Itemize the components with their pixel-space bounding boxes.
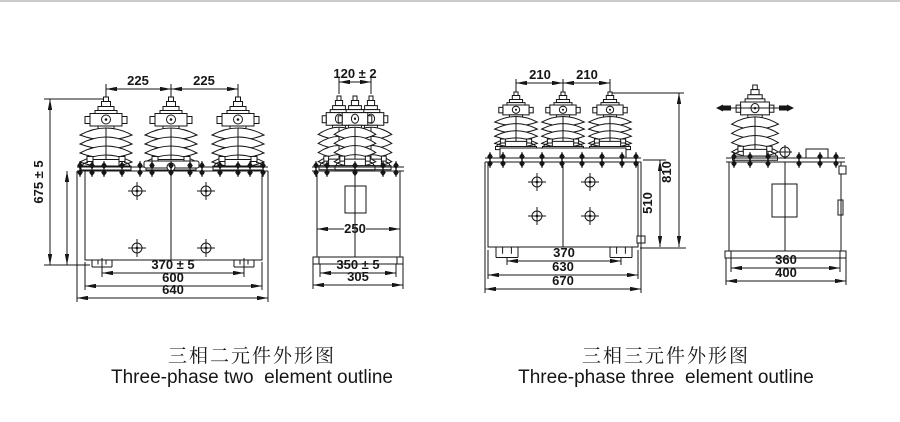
- two-element-front-view: [31, 73, 268, 302]
- three-element-caption-en: Three-phase three element outline: [518, 367, 814, 388]
- mounting-hole: [197, 182, 215, 200]
- mounting-hole: [528, 207, 546, 225]
- dim-label-overall-width: 640: [162, 282, 184, 297]
- dim-label-phase-spacing-right: 210: [576, 67, 598, 82]
- dim-label-base-depth: 400: [775, 265, 797, 280]
- insulator-bushing: [589, 92, 632, 150]
- dim-label-tank-depth: 360: [775, 252, 797, 267]
- mounting-hole: [528, 173, 546, 191]
- mounting-foot: [496, 247, 518, 258]
- insulator-bushing: [80, 97, 132, 170]
- dim-label-tank-depth: 250: [344, 221, 366, 236]
- dim-label-mounting-span: 370 ± 5: [151, 257, 195, 272]
- mounting-foot: [610, 247, 632, 258]
- two-element-caption-en: Three-phase two element outline: [111, 367, 393, 388]
- dim-label-phase-spacing-left: 225: [127, 73, 149, 88]
- mounting-hole: [128, 182, 146, 200]
- terminal-lug-right: [779, 105, 794, 112]
- dim-label-tank-width: 630: [552, 259, 574, 274]
- dim-label-mounting-depth: 350 ± 5: [336, 257, 380, 272]
- insulator-bushing: [542, 92, 585, 150]
- three-element-caption-zh: 三相三元件外形图: [581, 346, 750, 367]
- two-element-caption-zh: 三相二元件外形图: [167, 346, 336, 367]
- insulator-bushing: [732, 85, 779, 160]
- dim-label-height-overall: 675 ± 5: [31, 160, 46, 204]
- mounting-hole: [581, 207, 599, 225]
- dim-label-base-depth: 305: [347, 269, 369, 284]
- dim-label-overall-width: 670: [552, 273, 574, 288]
- three-element-side-view: [716, 85, 846, 285]
- insulator-bushing: [212, 97, 264, 170]
- insulator-bushing: [145, 97, 197, 170]
- side-bracket: [839, 166, 846, 174]
- dim-label-height-overall: 810: [659, 161, 674, 183]
- dim-label-terminal-span: 120 ± 2: [333, 66, 377, 81]
- dim-label-mounting-span: 370: [553, 245, 575, 260]
- mounting-hole: [197, 239, 215, 257]
- dim-label-phase-spacing-left: 210: [529, 67, 551, 82]
- two-element-side-view: [312, 66, 404, 289]
- terminal-box: [806, 149, 828, 158]
- mounting-hole: [128, 239, 146, 257]
- dim-label-phase-spacing-right: 225: [193, 73, 215, 88]
- tank-body: [85, 171, 262, 260]
- dim-label-tank-width: 600: [162, 270, 184, 285]
- insulator-bushing: [495, 92, 538, 150]
- tank-body: [317, 171, 400, 257]
- mounting-hole: [581, 173, 599, 191]
- terminal-lug-left: [716, 105, 731, 112]
- three-element-front-view: [485, 67, 686, 293]
- dim-label-tank-height: 510: [640, 192, 655, 214]
